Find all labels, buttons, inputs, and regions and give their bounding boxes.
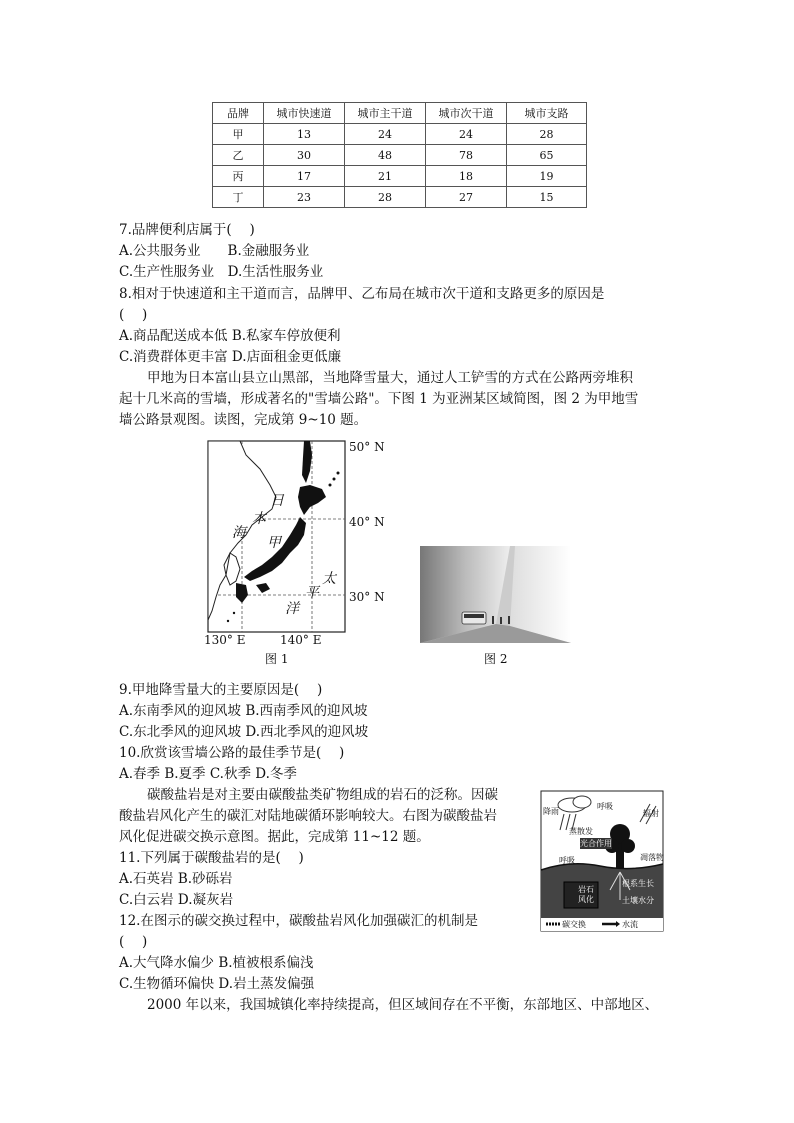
diagram-rock-label: 岩石	[578, 885, 594, 894]
q12-options-ab: A.大气降水偏少 B.植被根系偏浅	[119, 955, 314, 971]
diagram-radiation-label: 辐射	[643, 809, 659, 818]
table-cell: 24	[426, 124, 507, 145]
table-cell: 65	[507, 145, 587, 166]
q7-options-cd: C.生产性服务业 D.生活性服务业	[119, 264, 324, 280]
q8-options-cd: C.消费群体更丰富 D.店面租金更低廉	[119, 349, 342, 365]
passage2-line1: 碳酸盐岩是对主要由碳酸盐类矿物组成的岩石的泛称。因碳	[147, 787, 498, 803]
table-cell: 28	[345, 187, 426, 208]
diagram-soil-water-label: 土壤水分	[622, 896, 654, 905]
table-row	[213, 187, 587, 208]
diagram-photosynthesis-label: 光合作用	[580, 839, 612, 848]
ocean-label-yang: 洋	[285, 601, 299, 617]
q8-stem: 8.相对于快速道和主干道而言，品牌甲、乙布局在城市次干道和支路更多的原因是	[119, 286, 605, 302]
table-cell: 30	[264, 145, 345, 166]
store-table	[212, 102, 587, 208]
table-cell: 丁	[213, 187, 264, 208]
q8-options-ab: A.商品配送成本低 B.私家车停放便利	[119, 328, 341, 344]
diagram-legend-carbon: 碳交换	[562, 920, 586, 929]
table-cell: 23	[264, 187, 345, 208]
q9-options-cd: C.东北季风的迎风坡 D.西北季风的迎风坡	[119, 724, 369, 740]
figure2-snow-wall-photo	[420, 546, 571, 643]
lon-130-label: 130° E	[204, 633, 246, 647]
table-row	[213, 166, 587, 187]
table-header-row	[213, 103, 587, 124]
table-row	[213, 145, 587, 166]
diagram-breath-label: 呼吸	[597, 802, 613, 811]
passage1-line3: 墙公路景观图。读图，完成第 9~10 题。	[119, 412, 368, 428]
q11-options-cd: C.白云岩 D.凝灰岩	[119, 892, 234, 908]
diagram-weathering-label: 风化	[578, 895, 594, 904]
sea-label-ben: 本	[252, 511, 266, 527]
table-cell: 乙	[213, 145, 264, 166]
lat-40-label: 40° N	[349, 515, 385, 529]
q12-stem-paren: ( )	[119, 934, 148, 950]
sea-label-hai: 海	[232, 525, 246, 541]
passage3-line1: 2000 年以来，我国城镇化率持续提高，但区域间存在不平衡，东部地区、中部地区、	[147, 997, 659, 1013]
ocean-label-tai: 太	[322, 571, 336, 587]
jia-label: 甲	[267, 535, 281, 551]
figure1-caption: 图 1	[265, 652, 289, 666]
table-header: 城市主干道	[345, 103, 426, 124]
table-cell: 78	[426, 145, 507, 166]
q9-stem: 9.甲地降雪量大的主要原因是( )	[119, 682, 323, 698]
table-cell: 15	[507, 187, 587, 208]
table-cell: 48	[345, 145, 426, 166]
diagram-evap-label: 蒸散发	[569, 827, 593, 836]
lat-30-label: 30° N	[349, 590, 385, 604]
table-header: 品牌	[213, 103, 264, 124]
figure2-caption: 图 2	[484, 652, 508, 666]
q12-options-cd: C.生物循环偏快 D.岩土蒸发偏强	[119, 976, 315, 992]
table-cell: 27	[426, 187, 507, 208]
table-cell: 甲	[213, 124, 264, 145]
q12-stem: 12.在图示的碳交换过程中，碳酸盐岩风化加强碳汇的机制是	[119, 913, 478, 929]
q7-stem: 7.品牌便利店属于( )	[119, 222, 255, 238]
q11-stem: 11.下列属于碳酸盐岩的是( )	[119, 850, 304, 866]
sea-label-ri: 日	[270, 493, 284, 509]
q10-options: A.春季 B.夏季 C.秋季 D.冬季	[119, 766, 297, 782]
q7-options-ab: A.公共服务业 B.金融服务业	[119, 243, 310, 259]
q10-stem: 10.欣赏该雪墙公路的最佳季节是( )	[119, 745, 345, 761]
diagram-litter-label: 凋落物	[640, 853, 664, 862]
diagram-breath2-label: 呼吸	[559, 856, 575, 865]
q11-options-ab: A.石英岩 B.砂砾岩	[119, 871, 233, 887]
table-cell: 28	[507, 124, 587, 145]
table-cell: 21	[345, 166, 426, 187]
lat-50-label: 50° N	[349, 440, 385, 454]
lon-140-label: 140° E	[280, 633, 322, 647]
passage2-line3: 风化促进碳交换示意图。据此，完成第 11~12 题。	[119, 829, 430, 845]
table-header: 城市快速道	[264, 103, 345, 124]
diagram-rain-label: 降雨	[543, 807, 559, 816]
q8-stem-paren: ( )	[119, 307, 148, 323]
table-row	[213, 124, 587, 145]
table-cell: 13	[264, 124, 345, 145]
diagram-legend-water: 水流	[622, 920, 638, 929]
ocean-label-ping: 平	[305, 585, 319, 601]
figure1-map	[200, 435, 400, 650]
table-cell: 18	[426, 166, 507, 187]
table-header: 城市支路	[507, 103, 587, 124]
table-cell: 丙	[213, 166, 264, 187]
diagram-root-growth-label: 根系生长	[622, 879, 654, 888]
q9-options-ab: A.东南季风的迎风坡 B.西南季风的迎风坡	[119, 703, 368, 719]
passage1-line1: 甲地为日本富山县立山黑部，当地降雪量大，通过人工铲雪的方式在公路两旁堆积	[147, 370, 633, 386]
table-cell: 17	[264, 166, 345, 187]
passage2-line2: 酸盐岩风化产生的碳汇对陆地碳循环影响较大。右图为碳酸盐岩	[119, 808, 497, 824]
table-cell: 19	[507, 166, 587, 187]
table-header: 城市次干道	[426, 103, 507, 124]
table-cell: 24	[345, 124, 426, 145]
passage1-line2: 起十几米高的雪墙，形成著名的"雪墙公路"。下图 1 为亚洲某区域简图，图 2 为甲地雪	[119, 391, 639, 407]
